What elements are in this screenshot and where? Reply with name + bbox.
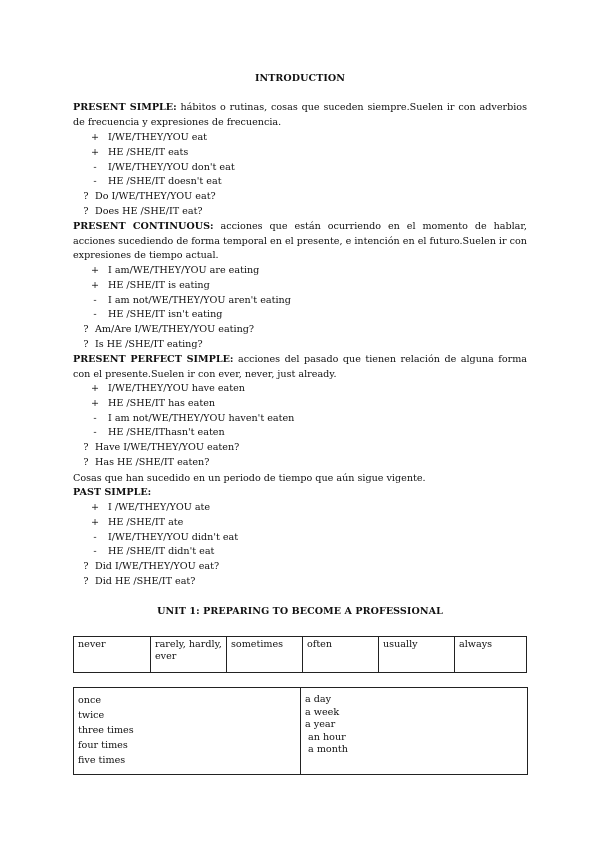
question-icon: ? xyxy=(83,324,89,336)
list-item: ? Have I/WE/THEY/YOU eaten? xyxy=(73,441,527,456)
present-perfect-note: Cosas que han sucedido en un periodo de tiempo que aún sigue vigente. xyxy=(73,473,426,484)
list-item: an hour xyxy=(305,731,346,743)
frequency-counts-column xyxy=(74,688,301,774)
present-continuous-heading: PRESENT CONTINUOUS: xyxy=(73,221,214,232)
minus-icon: - xyxy=(93,546,97,558)
minus-icon: - xyxy=(93,309,97,321)
present-continuous-text: acciones que están ocurriendo en el momento de hablar, acciones sucediendo de forma temporal en el presente, e intención en el futuro.Suelen ir con expresiones de tiempo actual. xyxy=(73,221,527,262)
past-simple-heading: PAST SIMPLE: xyxy=(73,487,152,498)
question-icon: ? xyxy=(83,456,89,468)
present-simple-text: hábitos o rutinas, cosas que suceden siempre.Suelen ir con adverbios de frecuencia y expresiones de frecuencia. xyxy=(73,102,527,128)
present-perfect-text: acciones del pasado que tienen relación de alguna forma con el presente.Suelen ir con ever, never, just already. xyxy=(73,354,528,380)
list-item: - HE /SHE/IT didn't eat xyxy=(73,545,527,560)
list-item: ? Did HE /SHE/IT eat? xyxy=(73,575,527,590)
list-item: ? Is HE /SHE/IT eating? xyxy=(73,338,527,353)
list-item: + HE /SHE/IT ate xyxy=(73,516,527,531)
list-item: + HE /SHE/IT has eaten xyxy=(73,397,527,412)
list-item: once xyxy=(78,695,102,706)
list-item: + HE /SHE/IT eats xyxy=(73,146,527,161)
question-icon: ? xyxy=(83,442,89,454)
question-icon: ? xyxy=(83,191,89,203)
question-icon: ? xyxy=(83,561,89,573)
past-simple-list xyxy=(73,501,527,590)
plus-icon: + xyxy=(90,516,100,528)
plus-icon: + xyxy=(90,502,100,513)
present-simple-paragraph xyxy=(73,101,527,130)
list-item: twice xyxy=(78,710,105,721)
minus-icon: - xyxy=(93,176,97,188)
list-item: - HE /SHE/IThasn't eaten xyxy=(73,426,527,441)
list-item: - HE /SHE/IT isn't eating xyxy=(73,308,527,323)
list-item: ? Do I/WE/THEY/YOU eat? xyxy=(73,190,527,205)
list-item: a month xyxy=(305,744,348,755)
list-item: - HE /SHE/IT doesn't eat xyxy=(73,175,527,190)
present-perfect-paragraph xyxy=(73,353,527,382)
minus-icon: - xyxy=(93,161,97,173)
list-item: a week xyxy=(305,706,340,718)
page-title: INTRODUCTION xyxy=(254,73,346,84)
table-cell: usually xyxy=(379,637,455,673)
list-item: ? Does HE /SHE/IT eat? xyxy=(73,205,527,220)
list-item: + I am/WE/THEY/YOU are eating xyxy=(73,264,527,279)
plus-icon: + xyxy=(90,397,100,409)
plus-icon: + xyxy=(90,265,100,276)
past-simple-paragraph xyxy=(73,486,527,501)
table-cell: often xyxy=(303,637,379,673)
table-row xyxy=(74,637,527,673)
question-icon: ? xyxy=(83,338,89,350)
list-item: + I /WE/THEY/YOU ate xyxy=(73,501,527,516)
list-item: - I/WE/THEY/YOU didn't eat xyxy=(73,531,527,546)
list-item: - I am not/WE/THEY/YOU aren't eating xyxy=(73,294,527,309)
list-item: three times xyxy=(78,725,134,736)
minus-icon: - xyxy=(93,412,97,424)
table-cell: always xyxy=(455,637,527,673)
minus-icon: - xyxy=(93,294,97,306)
list-item: a year xyxy=(305,719,336,730)
plus-icon: + xyxy=(90,279,100,291)
list-item: a day xyxy=(305,694,332,705)
present-continuous-list xyxy=(73,264,527,353)
frequency-expressions-box xyxy=(73,687,528,775)
plus-icon: + xyxy=(90,383,100,394)
present-simple-heading: PRESENT SIMPLE: xyxy=(73,102,177,113)
list-item: ? Has HE /SHE/IT eaten? xyxy=(73,456,527,471)
frequency-adverbs-table xyxy=(73,636,527,673)
question-icon: ? xyxy=(83,205,89,217)
list-item: - I am not/WE/THEY/YOU haven't eaten xyxy=(73,412,527,427)
table-cell: never xyxy=(74,637,151,673)
list-item: four times xyxy=(78,740,128,751)
minus-icon: - xyxy=(93,531,97,543)
list-item: + HE /SHE/IT is eating xyxy=(73,279,527,294)
plus-icon: + xyxy=(90,146,100,158)
present-continuous-paragraph xyxy=(73,220,527,264)
list-item: five times xyxy=(78,755,126,766)
frequency-periods-column xyxy=(301,688,352,774)
table-cell: sometimes xyxy=(227,637,303,673)
present-perfect-list xyxy=(73,382,527,471)
table-cell: rarely, hardly, ever xyxy=(151,637,227,673)
plus-icon: + xyxy=(90,132,100,143)
list-item: + I/WE/THEY/YOU have eaten xyxy=(73,382,527,397)
minus-icon: - xyxy=(93,427,97,439)
list-item: ? Did I/WE/THEY/YOU eat? xyxy=(73,560,527,575)
present-simple-list xyxy=(73,131,527,220)
present-perfect-heading: PRESENT PERFECT SIMPLE: xyxy=(73,354,234,365)
list-item: + I/WE/THEY/YOU eat xyxy=(73,131,527,146)
unit-title: UNIT 1: PREPARING TO BECOME A PROFESSIONAL xyxy=(157,606,443,617)
list-item: - I/WE/THEY/YOU don't eat xyxy=(73,161,527,176)
question-icon: ? xyxy=(83,575,89,587)
list-item: ? Am/Are I/WE/THEY/YOU eating? xyxy=(73,323,527,338)
